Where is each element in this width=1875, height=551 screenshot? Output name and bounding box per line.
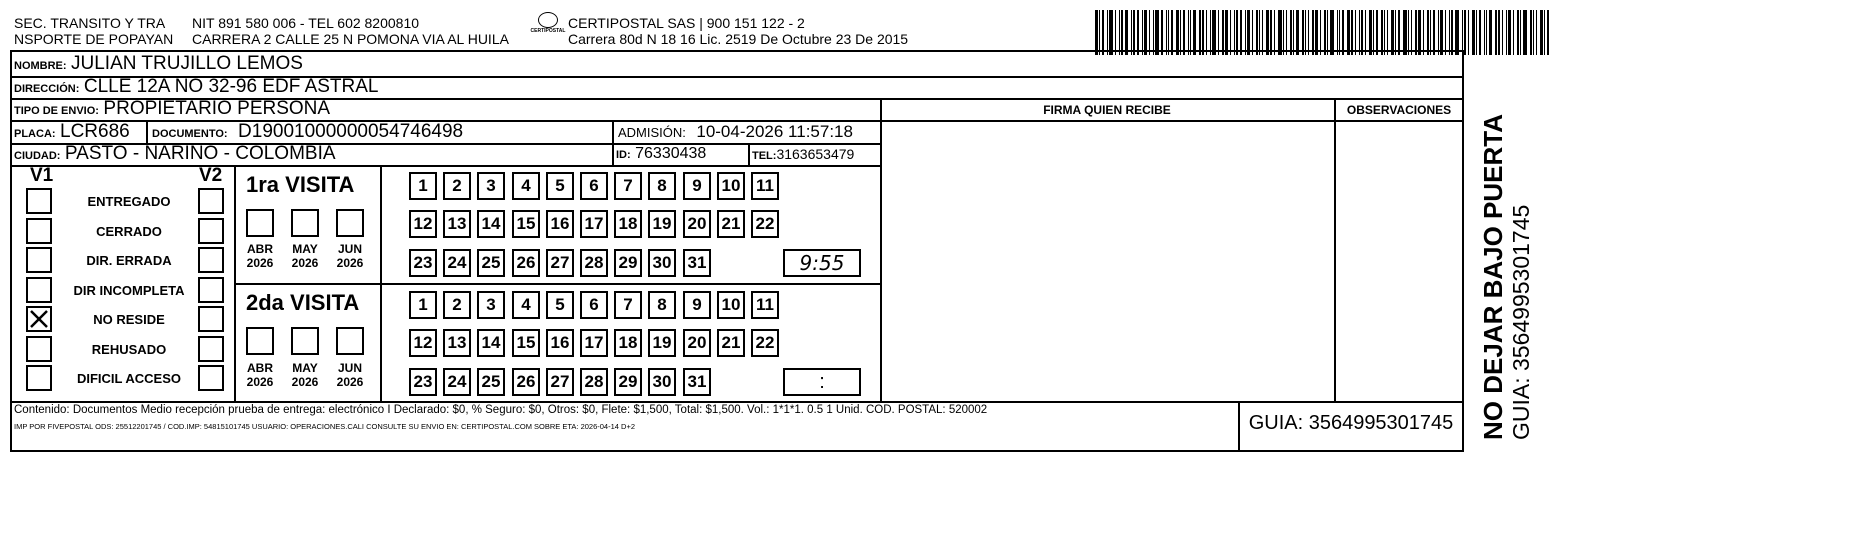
- barcode-bar: [1312, 10, 1314, 55]
- second-visit-title: 2da VISITA: [246, 290, 360, 315]
- barcode-bar: [1144, 10, 1147, 55]
- day-box[interactable]: 26: [512, 249, 540, 277]
- barcode-bar: [1125, 10, 1128, 55]
- barcode-bar: [1387, 10, 1388, 55]
- month-checkbox[interactable]: [336, 327, 364, 355]
- barcode-bar: [1359, 10, 1360, 55]
- v1-header: V1: [30, 165, 54, 186]
- barcode-bar: [1495, 10, 1497, 55]
- day-box[interactable]: 29: [614, 368, 642, 396]
- v2-checkbox[interactable]: [198, 247, 224, 273]
- day-box[interactable]: 10: [717, 291, 745, 319]
- barcode-bar: [1391, 10, 1394, 55]
- v1-checkbox[interactable]: [26, 306, 52, 332]
- barcode-bar: [1547, 10, 1549, 55]
- day-box[interactable]: 7: [614, 172, 642, 200]
- direccion-value: CLLE 12A NO 32-96 EDF ASTRAL: [83, 76, 379, 97]
- day-box[interactable]: 14: [477, 329, 505, 357]
- barcode-bar: [1240, 10, 1242, 55]
- day-box[interactable]: 20: [683, 210, 711, 238]
- barcode-bar: [1155, 10, 1159, 55]
- sender-line-2: NSPORTE DE POPAYAN: [14, 31, 174, 47]
- v1-checkbox[interactable]: [26, 218, 52, 244]
- day-box[interactable]: 1: [409, 172, 437, 200]
- day-box[interactable]: 18: [614, 329, 642, 357]
- barcode-bar: [1274, 10, 1275, 55]
- sender-line-1: SEC. TRANSITO Y TRA: [14, 15, 166, 31]
- barcode-bar: [1270, 10, 1272, 55]
- day-box[interactable]: 31: [683, 368, 711, 396]
- col-divider: [880, 98, 882, 401]
- id-value: 76330438: [635, 145, 707, 162]
- barcode-bar: [1513, 10, 1514, 55]
- day-box[interactable]: 11: [751, 291, 779, 319]
- month-checkbox[interactable]: [291, 327, 319, 355]
- barcode-bar: [1342, 10, 1344, 55]
- v1-checkbox[interactable]: [26, 365, 52, 391]
- barcode-bar: [1102, 10, 1104, 55]
- id-cell: ID: 76330438: [616, 145, 707, 162]
- v1-checkbox[interactable]: [26, 277, 52, 303]
- barcode-bar: [1283, 10, 1284, 55]
- barcode-bar: [1484, 10, 1485, 55]
- day-box[interactable]: 19: [648, 210, 676, 238]
- sender-contact: [192, 15, 509, 47]
- barcode-bar: [1451, 10, 1453, 55]
- barcode-bar: [1498, 10, 1500, 55]
- barcode-bar: [1252, 10, 1253, 55]
- v1-checkbox[interactable]: [26, 336, 52, 362]
- barcode-bar: [1462, 10, 1463, 55]
- barcode-bar: [1290, 10, 1292, 55]
- barcode-bar: [1245, 10, 1246, 55]
- barcode-bar: [1131, 10, 1132, 55]
- barcode-bar: [1206, 10, 1207, 55]
- documento-value: D19001000000054746498: [238, 121, 464, 142]
- certipostal-logo: CERTIPOSTAL: [528, 12, 568, 34]
- barcode-bar: [1351, 10, 1353, 55]
- barcode-bar: [1266, 10, 1269, 55]
- barcode-bar: [1327, 10, 1328, 55]
- day-box[interactable]: 14: [477, 210, 505, 238]
- barcode-bar: [1193, 10, 1196, 55]
- admision-cell: ADMISIÓN: 10-04-2026 11:57:18: [618, 122, 853, 141]
- barcode-bar: [1445, 10, 1446, 55]
- observaciones-header: OBSERVACIONES: [1346, 103, 1452, 117]
- barcode-bar: [1218, 10, 1219, 55]
- barcode-bar: [1373, 10, 1374, 55]
- barcode-bar: [1296, 10, 1299, 55]
- day-box[interactable]: 27: [546, 249, 574, 277]
- barcode-bar: [1423, 10, 1424, 55]
- month-label: JUN 2026: [336, 242, 364, 270]
- placa-cell: PLACA: LCR686: [14, 121, 130, 142]
- col-divider: [748, 143, 750, 165]
- barcode-bar: [1259, 10, 1260, 55]
- day-box[interactable]: 9: [683, 291, 711, 319]
- barcode-bar: [1330, 10, 1334, 55]
- barcode-bar: [1486, 10, 1487, 55]
- barcode-bar: [1230, 10, 1231, 55]
- day-box[interactable]: 13: [443, 329, 471, 357]
- v2-header: V2: [199, 165, 223, 186]
- first-visit-title: 1ra VISITA: [246, 172, 355, 197]
- day-box[interactable]: 11: [751, 172, 779, 200]
- firma-header: FIRMA QUIEN RECIBE: [1043, 103, 1171, 117]
- day-box[interactable]: 25: [477, 368, 505, 396]
- footer-imp: IMP POR FIVEPOSTAL ODS: 25512201745 / COD.IMP: 54815101745 USUARIO: OPERACIONES.CALI CONSULTE SU ENVIO EN: CERTIPOSTAL.COM SOBRE ETA: 2026-04-14 D+2: [14, 422, 635, 431]
- day-box[interactable]: 9: [683, 172, 711, 200]
- barcode-bar: [1095, 10, 1098, 55]
- barcode-bar: [1236, 10, 1238, 55]
- row-divider: [880, 120, 1464, 122]
- barcode-bar: [1468, 10, 1469, 55]
- month-checkbox[interactable]: [246, 209, 274, 237]
- day-box[interactable]: 8: [648, 291, 676, 319]
- day-box[interactable]: 22: [751, 210, 779, 238]
- day-box[interactable]: 5: [546, 172, 574, 200]
- placa-value: LCR686: [60, 121, 130, 142]
- barcode-bar: [1533, 10, 1534, 55]
- month-label: MAY 2026: [291, 361, 319, 389]
- day-box[interactable]: 24: [443, 368, 471, 396]
- day-box[interactable]: 5: [546, 291, 574, 319]
- day-box[interactable]: 29: [614, 249, 642, 277]
- v2-checkbox[interactable]: [198, 188, 224, 214]
- day-box[interactable]: 2: [443, 172, 471, 200]
- barcode-bar: [1520, 10, 1521, 55]
- day-box[interactable]: 28: [580, 249, 608, 277]
- barcode-bar: [1168, 10, 1169, 55]
- day-box[interactable]: 30: [648, 368, 676, 396]
- barcode-bar: [1365, 10, 1366, 55]
- barcode-bar: [1278, 10, 1282, 55]
- day-box[interactable]: 23: [409, 368, 437, 396]
- barcode-bar: [1171, 10, 1173, 55]
- barcode-bar: [1536, 10, 1537, 55]
- barcode-bar: [1305, 10, 1306, 55]
- barcode-bar: [1361, 10, 1363, 55]
- day-box[interactable]: 3: [477, 172, 505, 200]
- day-box[interactable]: 6: [580, 172, 608, 200]
- month-label: JUN 2026: [336, 361, 364, 389]
- barcode-bar: [1506, 10, 1507, 55]
- day-box[interactable]: 10: [717, 172, 745, 200]
- day-box[interactable]: 16: [546, 210, 574, 238]
- tel-value: 3163653479: [776, 146, 855, 162]
- status-label: REHUSADO: [91, 342, 167, 357]
- barcode-bar: [1408, 10, 1409, 55]
- barcode-bar: [1176, 10, 1179, 55]
- day-box[interactable]: 23: [409, 249, 437, 277]
- first-visit-time[interactable]: 9:55: [783, 249, 861, 277]
- barcode-bar: [1107, 10, 1108, 55]
- day-box[interactable]: 12: [409, 210, 437, 238]
- day-box[interactable]: 17: [580, 329, 608, 357]
- direccion-row: DIRECCIÓN: CLLE 12A NO 32-96 EDF ASTRAL: [14, 76, 379, 97]
- barcode-bar: [1256, 10, 1258, 55]
- barcode-bar: [1212, 10, 1216, 55]
- barcode-bar: [1455, 10, 1459, 55]
- day-box[interactable]: 13: [443, 210, 471, 238]
- barcode-bar: [1384, 10, 1385, 55]
- barcode-bar: [1411, 10, 1412, 55]
- barcode-bar: [1320, 10, 1321, 55]
- day-box[interactable]: 27: [546, 368, 574, 396]
- day-box[interactable]: 26: [512, 368, 540, 396]
- day-box[interactable]: 31: [683, 249, 711, 277]
- barcode-bar: [1376, 10, 1378, 55]
- barcode-bar: [1508, 10, 1511, 55]
- v2-checkbox[interactable]: [198, 277, 224, 303]
- status-label: NO RESIDE: [93, 312, 165, 327]
- barcode-bar: [1234, 10, 1235, 55]
- barcode-bar: [1476, 10, 1477, 55]
- barcode-bar: [1099, 10, 1100, 55]
- v2-checkbox[interactable]: [198, 365, 224, 391]
- second-visit-time[interactable]: :: [783, 368, 861, 396]
- barcode-bar: [1337, 10, 1338, 55]
- company-info: [568, 15, 908, 47]
- barcode-bar: [1395, 10, 1396, 55]
- barcode-bar: [1418, 10, 1421, 55]
- barcode-bar: [1293, 10, 1294, 55]
- barcode-bar: [1133, 10, 1135, 55]
- barcode-bar: [1433, 10, 1435, 55]
- nit-line: NIT 891 580 006 - TEL 602 8200810: [192, 15, 420, 31]
- barcode-bar: [1262, 10, 1263, 55]
- barcode-bar: [1222, 10, 1224, 55]
- day-box[interactable]: 25: [477, 249, 505, 277]
- day-box[interactable]: 4: [512, 291, 540, 319]
- tel-cell: TEL:3163653479: [752, 146, 855, 162]
- barcode-bar: [1430, 10, 1431, 55]
- day-box[interactable]: 12: [409, 329, 437, 357]
- barcode-bar: [1180, 10, 1181, 55]
- day-box[interactable]: 18: [614, 210, 642, 238]
- day-box[interactable]: 8: [648, 172, 676, 200]
- nombre-value: JULIAN TRUJILLO LEMOS: [71, 53, 303, 74]
- admision-value: 10-04-2026 11:57:18: [696, 122, 853, 141]
- documento-cell: DOCUMENTO: D19001000000054746498: [152, 121, 464, 142]
- day-box[interactable]: 3: [477, 291, 505, 319]
- month-checkbox[interactable]: [336, 209, 364, 237]
- company-line: CERTIPOSTAL SAS | 900 151 122 - 2: [568, 15, 805, 31]
- barcode-bar: [1517, 10, 1519, 55]
- x-mark-icon: [28, 308, 50, 330]
- month-label: ABR 2026: [246, 361, 274, 389]
- month-label: MAY 2026: [291, 242, 319, 270]
- barcode-bar: [1109, 10, 1113, 55]
- day-box[interactable]: 28: [580, 368, 608, 396]
- address-line: CARRERA 2 CALLE 25 N POMONA VIA AL HUILA: [192, 31, 509, 47]
- barcode-bar: [1166, 10, 1167, 55]
- barcode-bar: [1286, 10, 1287, 55]
- barcode-bar: [1523, 10, 1527, 55]
- barcode-bar: [1315, 10, 1318, 55]
- status-label: DIR. ERRADA: [86, 253, 172, 268]
- day-box[interactable]: 15: [512, 329, 540, 357]
- tipo-row: TIPO DE ENVIO: PROPIETARIO PERSONA: [14, 98, 331, 119]
- day-box[interactable]: 16: [546, 329, 574, 357]
- status-label: DIR INCOMPLETA: [73, 283, 185, 298]
- v2-checkbox[interactable]: [198, 336, 224, 362]
- status-label: DIFICIL ACCESO: [76, 371, 181, 386]
- barcode-bar: [1324, 10, 1326, 55]
- barcode-bar: [1302, 10, 1304, 55]
- footer-contenido: Contenido: Documentos Medio recepción prueba de entrega: electrónico I Declarado: $0, % Seguro: $0, Otros: $0, Flete: $1,500, Total: $1,500. Vol.: 1*1*1. 0.5 1 Unid. COD. POSTAL: 520002: [14, 404, 988, 416]
- ciudad-value: PASTO - NARINO - COLOMBIA: [64, 143, 336, 164]
- status-label: ENTREGADO: [87, 194, 171, 209]
- v1-checkbox[interactable]: [26, 247, 52, 273]
- barcode-bar: [1540, 10, 1543, 55]
- barcode-bar: [1142, 10, 1143, 55]
- col-divider: [1334, 98, 1336, 401]
- barcode-bar: [1438, 10, 1439, 55]
- barcode-bar: [1115, 10, 1116, 55]
- visit-divider: [234, 283, 880, 285]
- barcode-bar: [1502, 10, 1503, 55]
- barcode-bar: [1188, 10, 1189, 55]
- day-box[interactable]: 6: [580, 291, 608, 319]
- barcode-bar: [1149, 10, 1150, 55]
- day-box[interactable]: 24: [443, 249, 471, 277]
- barcode-bar: [1381, 10, 1383, 55]
- ciudad-row: CIUDAD: PASTO - NARINO - COLOMBIA: [14, 143, 336, 164]
- barcode-bar: [1121, 10, 1123, 55]
- day-box[interactable]: 21: [717, 210, 745, 238]
- barcode-bar: [1199, 10, 1201, 55]
- side-guia: GUIA: 3564995301745: [1508, 204, 1534, 440]
- barcode-bar: [1202, 10, 1204, 55]
- barcode-bar: [1530, 10, 1532, 55]
- barcode-bar: [1489, 10, 1492, 55]
- status-label: CERRADO: [96, 224, 162, 239]
- barcode-bar: [1449, 10, 1450, 55]
- day-box[interactable]: 22: [751, 329, 779, 357]
- row-divider: [10, 401, 1464, 403]
- barcode-bar: [1347, 10, 1350, 55]
- barcode-bar: [1153, 10, 1154, 55]
- barcode-bar: [1369, 10, 1372, 55]
- day-box[interactable]: 15: [512, 210, 540, 238]
- side-warning: NO DEJAR BAJO PUERTA: [1478, 113, 1508, 440]
- month-label: ABR 2026: [246, 242, 274, 270]
- day-box[interactable]: 17: [580, 210, 608, 238]
- nombre-row: NOMBRE: JULIAN TRUJILLO LEMOS: [14, 53, 303, 74]
- barcode-bar: [1472, 10, 1475, 55]
- day-box[interactable]: 1: [409, 291, 437, 319]
- barcode: [1095, 10, 1620, 55]
- barcode-bar: [1137, 10, 1139, 55]
- barcode-bar: [1479, 10, 1481, 55]
- month-checkbox[interactable]: [291, 209, 319, 237]
- footer-guia: GUIA: 3564995301745: [1248, 412, 1454, 434]
- barcode-bar: [1427, 10, 1429, 55]
- v2-checkbox[interactable]: [198, 218, 224, 244]
- barcode-bar: [1225, 10, 1228, 55]
- barcode-bar: [1403, 10, 1407, 55]
- day-box[interactable]: 20: [683, 329, 711, 357]
- barcode-bar: [1247, 10, 1250, 55]
- barcode-bar: [1544, 10, 1545, 55]
- sender-name: [14, 15, 173, 47]
- barcode-bar: [1355, 10, 1356, 55]
- v2-checkbox[interactable]: [198, 306, 224, 332]
- month-checkbox[interactable]: [246, 327, 274, 355]
- day-box[interactable]: 7: [614, 291, 642, 319]
- barcode-bar: [1210, 10, 1211, 55]
- barcode-bar: [1119, 10, 1120, 55]
- barcode-bar: [1464, 10, 1466, 55]
- barcode-bar: [1308, 10, 1309, 55]
- day-box[interactable]: 30: [648, 249, 676, 277]
- day-box[interactable]: 4: [512, 172, 540, 200]
- barcode-bar: [1398, 10, 1400, 55]
- tipo-value: PROPIETARIO PERSONA: [103, 98, 331, 119]
- v1-checkbox[interactable]: [26, 188, 52, 214]
- day-box[interactable]: 21: [717, 329, 745, 357]
- day-box[interactable]: 19: [648, 329, 676, 357]
- barcode-bar: [1339, 10, 1340, 55]
- barcode-bar: [1183, 10, 1185, 55]
- day-box[interactable]: 2: [443, 291, 471, 319]
- barcode-bar: [1440, 10, 1443, 55]
- barcode-bar: [1190, 10, 1191, 55]
- barcode-bar: [1415, 10, 1417, 55]
- col-divider: [612, 120, 614, 165]
- company-license: Carrera 80d N 18 16 Lic. 2519 De Octubre 23 De 2015: [568, 31, 909, 47]
- barcode-bar: [1161, 10, 1163, 55]
